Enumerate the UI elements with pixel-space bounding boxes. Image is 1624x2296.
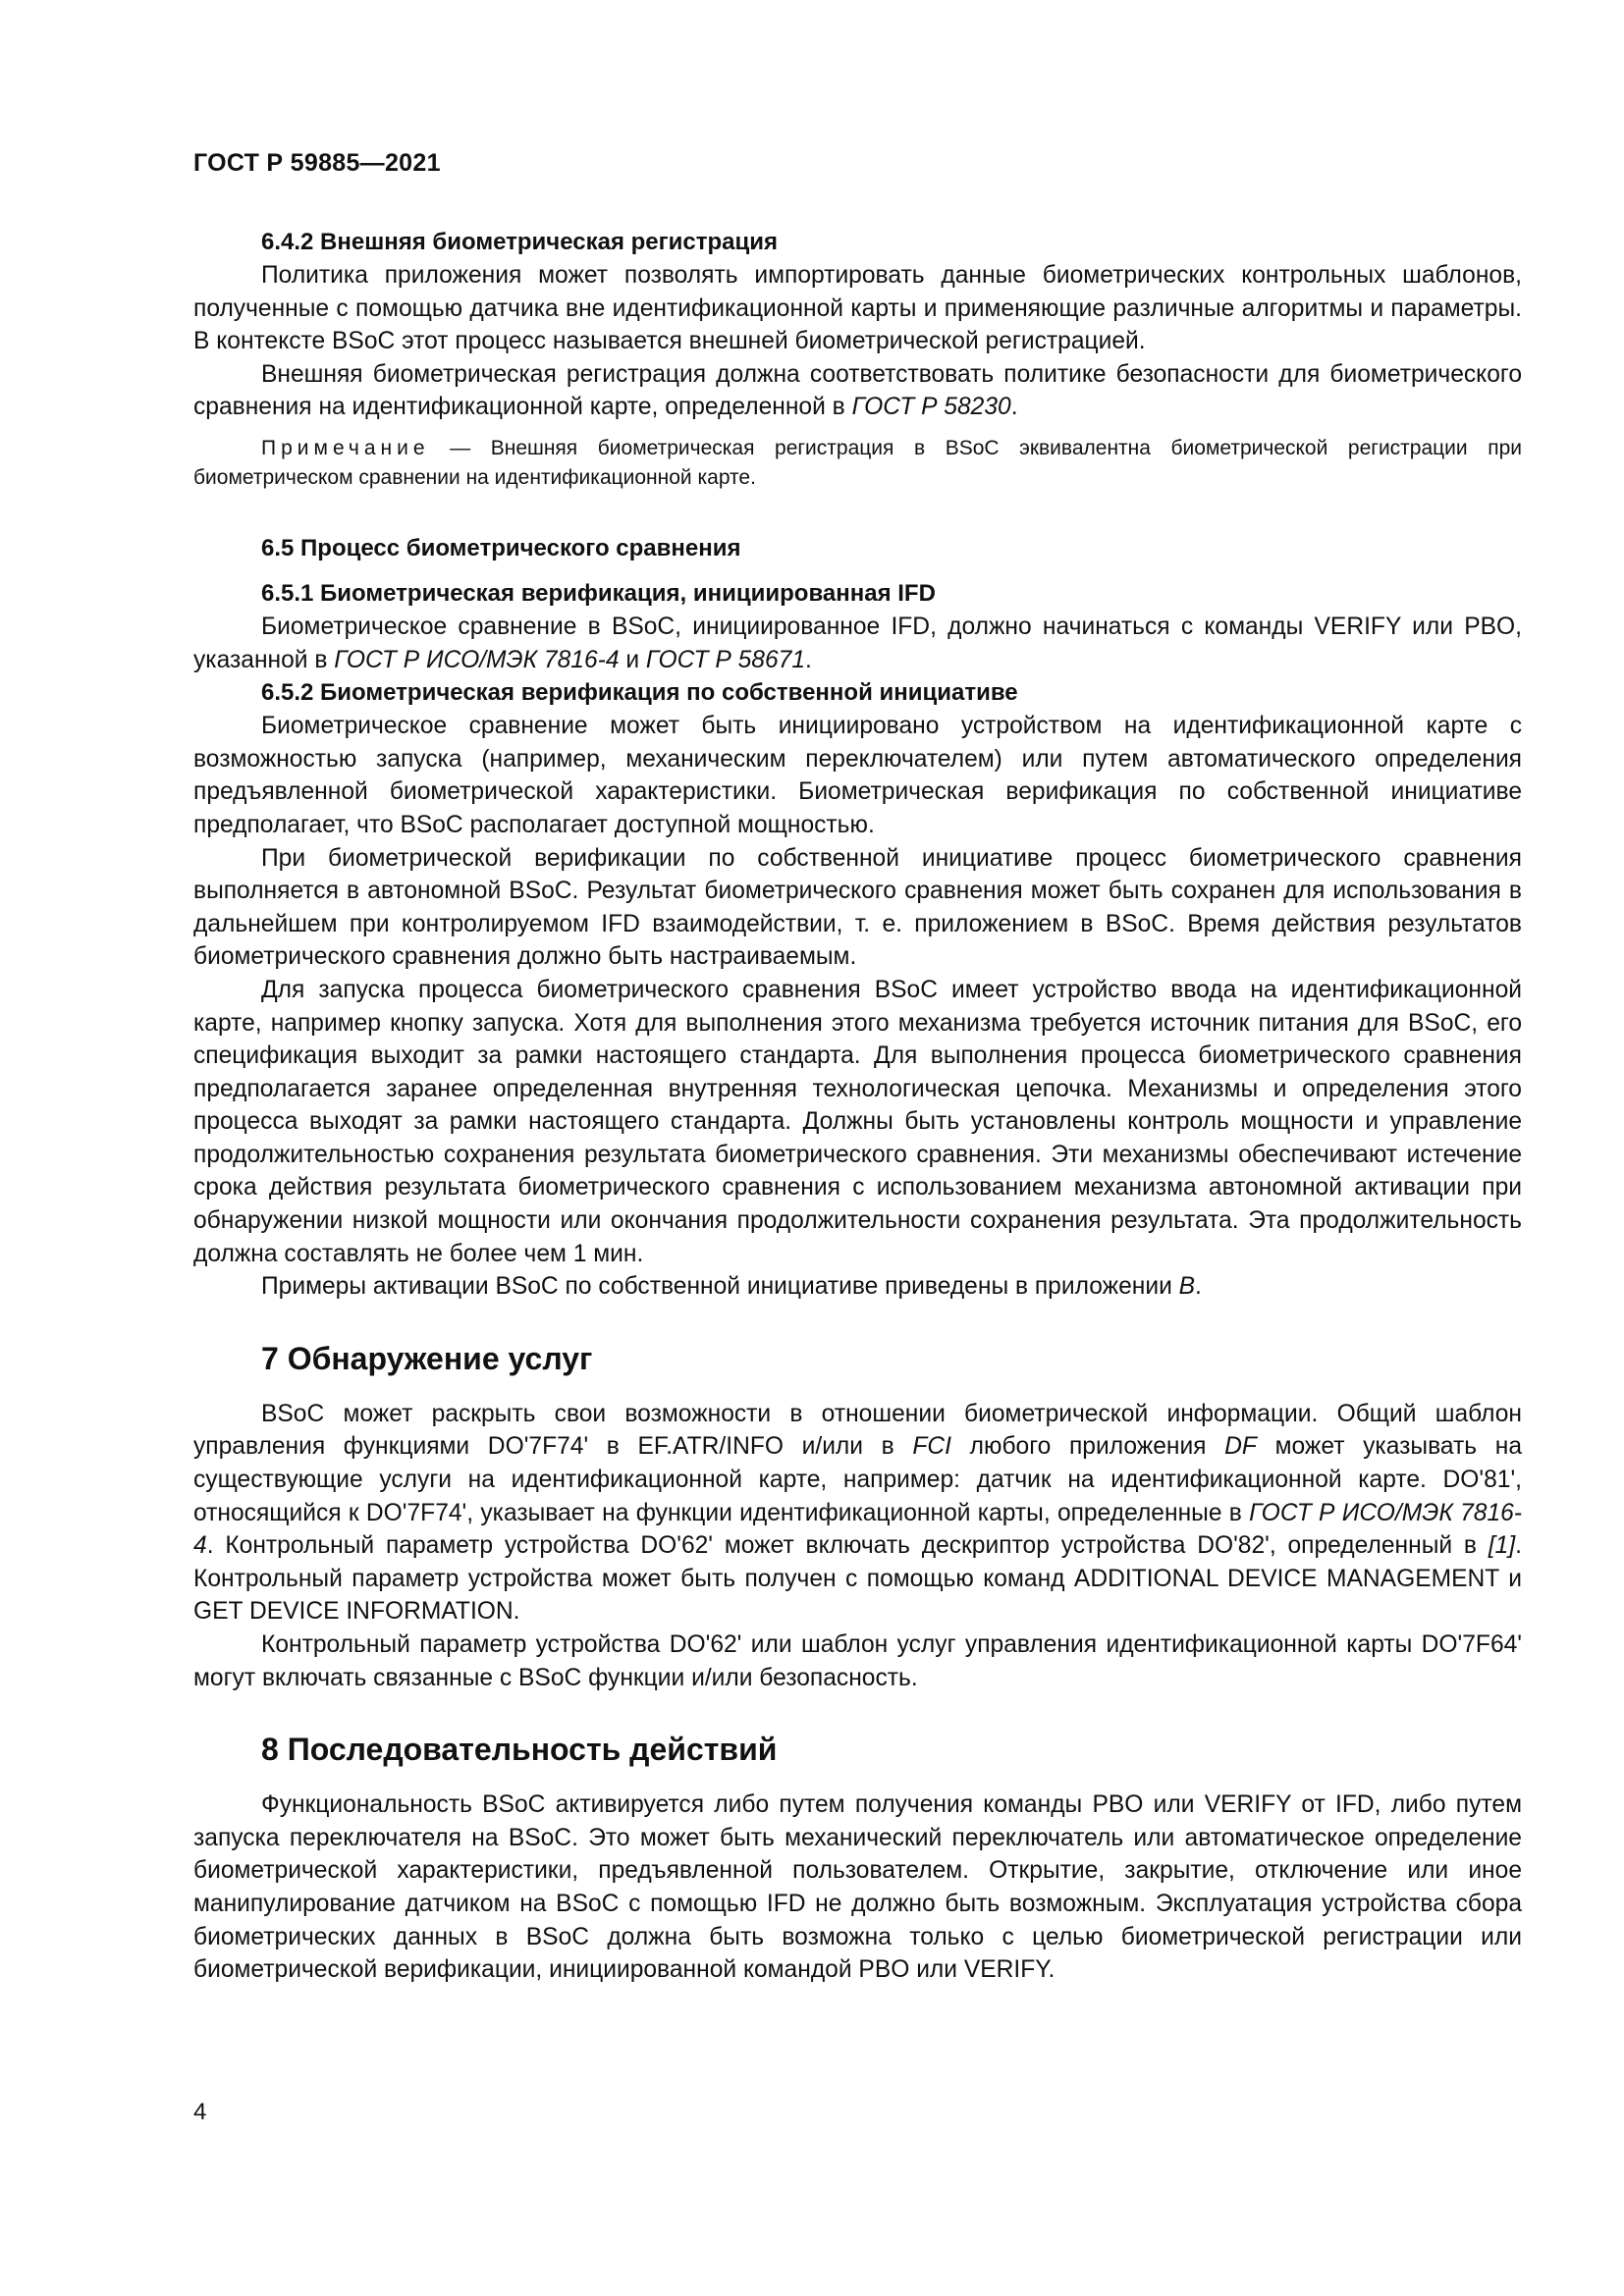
paragraph-7-2: Контрольный параметр устройства DO'62' или шаблон услуг управления идентификационной карты DO'7F64' могут включать связанные с BSoC функции и/или безопасность. (193, 1631, 1522, 1691)
page-number: 4 (193, 2099, 207, 2125)
term-fci: FCI (912, 1433, 952, 1461)
punctuation: . (1010, 394, 1018, 421)
standard-reference: ГОСТ Р 58230 (851, 394, 1011, 421)
punctuation: . (805, 646, 812, 673)
paragraph-6-5-2-2: При биометрической верификации по собственной инициативе процесс биометрического сравнения выполняется в автономной BSoC. Результат биометрического сравнения может быть сохранен для использования в дальнейшем при контролируемом IFD взаимодействии, т. е. приложением в BSoC. Время действия результатов биометрического сравнения должно быть настраиваемым. (193, 844, 1522, 971)
paragraph-6-5-2-3: Для запуска процесса биометрического сравнения BSoC имеет устройство ввода на идентификационной карте, например кнопку запуска. Хотя для выполнения этого механизма требуется источник питания для BSoC, его спецификация выходит за рамки настоящего стандарта. Для выполнения процесса биометрического сравнения предполагается заранее определенная внутренняя технологическая цепочка. Механизмы и определения этого процесса выходят за рамки настоящего стандарта. Должны быть установлены контроль мощности и управление продолжительностью сохранения результата биометрического сравнения. Эти механизмы обеспечивают истечение срока действия результата биометрического сравнения с использованием механизма автономной активации при обнаружении низкой мощности или окончания продолжительности сохранения результата. Эта продолжительность должна составлять не более чем 1 мин. (193, 976, 1522, 1267)
term-df: DF (1224, 1433, 1257, 1461)
paragraph-text: BSoC может раскрыть свои возможности в отношении биометрической информации. Общий шаблон управления функциями DO'7F74' в EF.ATR/INFO и/или в (193, 1400, 1522, 1461)
standard-reference: ГОСТ Р 58671 (645, 646, 806, 673)
paragraph-7-1 (193, 1398, 1522, 1629)
heading-8: 8 Последовательность действий (261, 1732, 778, 1768)
paragraph-text: . Контрольный параметр устройства может быть получен с помощью команд ADDITIONAL DEVICE MANAGEMENT и GET DEVICE INFORMATION. (193, 1532, 1522, 1626)
bibliography-reference: [1] (1488, 1532, 1516, 1560)
note-6-4-2 (193, 434, 1522, 493)
standard-reference: ГОСТ Р ИСО/МЭК 7816-4 (193, 1499, 1522, 1560)
paragraph-6-4-2-1: Политика приложения может позволять импортировать данные биометрических контрольных шаблонов, полученные с помощью датчика вне идентификационной карты и применяющие различные алгоритмы и параметры. В контексте BSoC этот процесс называется внешней биометрической регистрацией. (193, 262, 1522, 355)
heading-6-5: 6.5 Процесс биометрического сравнения (261, 534, 741, 561)
paragraph-8-1: Функциональность BSoC активируется либо путем получения команды PBO или VERIFY от IFD, либо путем запуска переключателя на BSoC. Это может быть механический переключатель или автоматическое определение биометрической характеристики, предъявленной пользователем. Открытие, закрытие, отключение или иное манипулирование датчиком на BSoC с помощью IFD не должно быть возможным. Эксплуатация устройства сбора биометрических данных в BSoC должна быть возможна только с целью биометрической регистрации или биометрической верификации, инициированной командой PBO или VERIFY. (193, 1791, 1523, 1984)
paragraph-text: может указывать на существующие услуги на идентификационной карте, например: датчик на идентификационной карте. DO'81', относящийся к DO'7F74', указывает на функции идентификационной карты, определенные в (193, 1433, 1522, 1526)
paragraph-6-4-2-2 (193, 358, 1522, 424)
paragraph-text: . Контрольный параметр устройства DO'62' может включать дескриптор устройства DO'82', определенный в (206, 1532, 1489, 1560)
note-label: Примечание (261, 436, 430, 459)
paragraph-text: Примеры активации BSoC по собственной инициативе приведены в приложении (261, 1273, 1179, 1301)
paragraph-text: любого приложения (951, 1433, 1225, 1461)
heading-6-4-2: 6.4.2 Внешняя биометрическая регистрация (261, 229, 778, 255)
document-id: ГОСТ Р 59885—2021 (193, 149, 441, 177)
paragraph-text: и (619, 646, 646, 673)
punctuation: . (1195, 1273, 1202, 1301)
annex-reference: В (1178, 1273, 1196, 1301)
heading-7: 7 Обнаружение услуг (261, 1340, 593, 1376)
paragraph-6-5-1-1 (193, 611, 1522, 676)
standard-reference: ГОСТ Р ИСО/МЭК 7816-4 (334, 646, 620, 673)
paragraph-text: Внешняя биометрическая регистрация должна соответствовать политике безопасности для биометрического сравнения на идентификационной карте, определенной в (193, 360, 1522, 421)
document-body (193, 226, 1522, 1987)
heading-6-5-2: 6.5.2 Биометрическая верификация по собственной инициативе (261, 679, 1018, 707)
paragraph-6-5-2-1: Биометрическое сравнение может быть инициировано устройством на идентификационной карте с возможностью запуска (например, механическим переключателем) или путем автоматического определения предъявленной биометрической характеристики. Биометрическая верификация по собственной инициативе предполагает, что BSoC располагает доступной мощностью. (193, 713, 1522, 838)
paragraph-6-5-2-4 (193, 1270, 1522, 1304)
heading-6-5-1: 6.5.1 Биометрическая верификация, инициированная IFD (261, 579, 936, 607)
paragraph-text: Биометрическое сравнение в BSoC, инициированное IFD, должно начинаться с команды VERIFY или PBO, указанной в (193, 613, 1522, 673)
note-text: — Внешняя биометрическая регистрация в BSoC эквивалентна биометрической регистрации при биометрическом сравнении на идентификационной карте. (193, 436, 1522, 489)
